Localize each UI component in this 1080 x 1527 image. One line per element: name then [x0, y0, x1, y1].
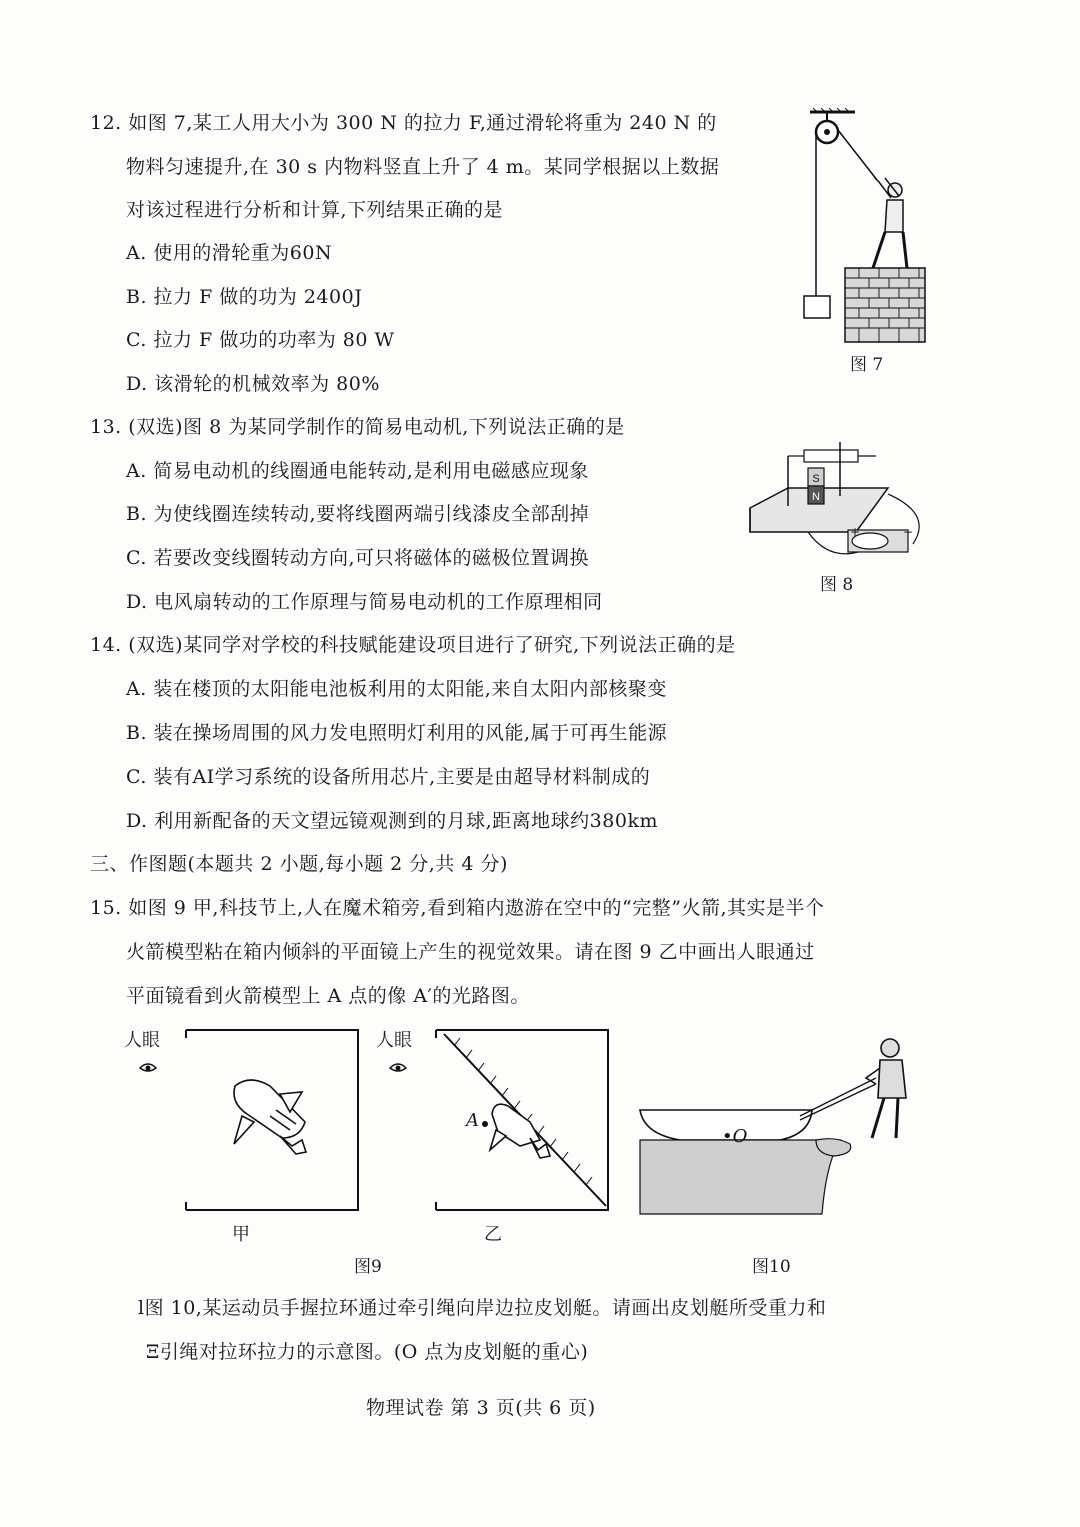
q12-option-d: D. 该滑轮的机械效率为 80% — [126, 373, 380, 395]
q13-option-d: D. 电风扇转动的工作原理与简易电动机的工作原理相同 — [126, 591, 603, 613]
q14-line: 14. (双选)某同学对学校的科技赋能建设项目进行了研究,下列说法正确的是 — [90, 634, 736, 656]
q15-line-3: 平面镜看到火箭模型上 A 点的像 A′的光路图。 — [126, 985, 530, 1007]
figure-8-caption: 图 8 — [820, 575, 854, 595]
q12-option-a: A. 使用的滑轮重为60N — [126, 242, 333, 264]
q12-option-b: B. 拉力 F 做的功为 2400J — [126, 286, 363, 308]
page-footer: 物理试卷 第 3 页(共 6 页) — [366, 1397, 596, 1419]
fig10-center-label: •O — [722, 1126, 748, 1147]
q12-line-3: 对该过程进行分析和计算,下列结果正确的是 — [126, 199, 504, 221]
figure-7-caption: 图 7 — [850, 355, 884, 375]
svg-text:+: + — [850, 525, 861, 539]
section-3-heading: 三、作图题(本题共 2 小题,每小题 2 分,共 4 分) — [90, 853, 508, 875]
fig9-point-a-label: A — [466, 1110, 479, 1131]
q12-line-2: 物料匀速提升,在 30 s 内物料竖直上升了 4 m。某同学根据以上数据 — [126, 156, 720, 178]
figure-7-pulley — [795, 108, 935, 348]
fig9-a-label: 甲 — [232, 1224, 250, 1245]
q14-option-b: B. 装在操场周围的风力发电照明灯利用的风能,属于可再生能源 — [126, 722, 668, 744]
q14-option-c: C. 装有AI学习系统的设备所用芯片,主要是由超导材料制成的 — [126, 766, 651, 788]
q16-line-1: l图 10,某运动员手握拉环通过牵引绳向岸边拉皮划艇。请画出皮划艇所受重力和 — [138, 1297, 827, 1319]
q14-option-a: A. 装在楼顶的太阳能电池板利用的太阳能,来自太阳内部核聚变 — [126, 678, 667, 700]
figure-10-caption: 图10 — [752, 1257, 791, 1277]
q16-line-2: Ξ引绳对拉环拉力的示意图。(O 点为皮划艇的重心) — [146, 1341, 589, 1363]
magnet-s-label: S — [812, 473, 820, 485]
q12-line-1: 12. 如图 7,某工人用大小为 300 N 的拉力 F,通过滑轮将重为 240 N 的 — [90, 112, 717, 134]
figure-8-motor — [748, 432, 938, 567]
q15-line-2: 火箭模型粘在箱内倾斜的平面镜上产生的视觉效果。请在图 9 乙中画出人眼通过 — [126, 941, 815, 963]
q15-line-1: 15. 如图 9 甲,科技节上,人在魔术箱旁,看到箱内遨游在空中的“完整”火箭,其实是半个 — [90, 897, 825, 919]
q13-option-a: A. 简易电动机的线圈通电能转动,是利用电磁感应现象 — [126, 460, 589, 482]
figure-10-kayak — [640, 1034, 940, 1219]
svg-text:−: − — [903, 525, 914, 539]
q12-option-c: C. 拉力 F 做功的功率为 80 W — [126, 329, 395, 351]
magnet-n-label: N — [812, 491, 820, 503]
fig9-b-label: 乙 — [484, 1224, 502, 1245]
fig9-b-eye-label: 人眼 — [376, 1030, 412, 1051]
q13-line: 13. (双选)图 8 为某同学制作的简易电动机,下列说法正确的是 — [90, 416, 625, 438]
figure-9-caption: 图9 — [354, 1257, 382, 1277]
fig9-a-eye-label: 人眼 — [124, 1030, 160, 1051]
fig9-a-box — [130, 1026, 370, 1216]
q14-option-d: D. 利用新配备的天文望远镜观测到的月球,距离地球约380km — [126, 810, 658, 832]
q13-option-b: B. 为使线圈连续转动,要将线圈两端引线漆皮全部刮掉 — [126, 503, 590, 525]
fig9-b-box — [380, 1026, 620, 1216]
q13-option-c: C. 若要改变线圈转动方向,可只将磁体的磁极位置调换 — [126, 547, 589, 569]
